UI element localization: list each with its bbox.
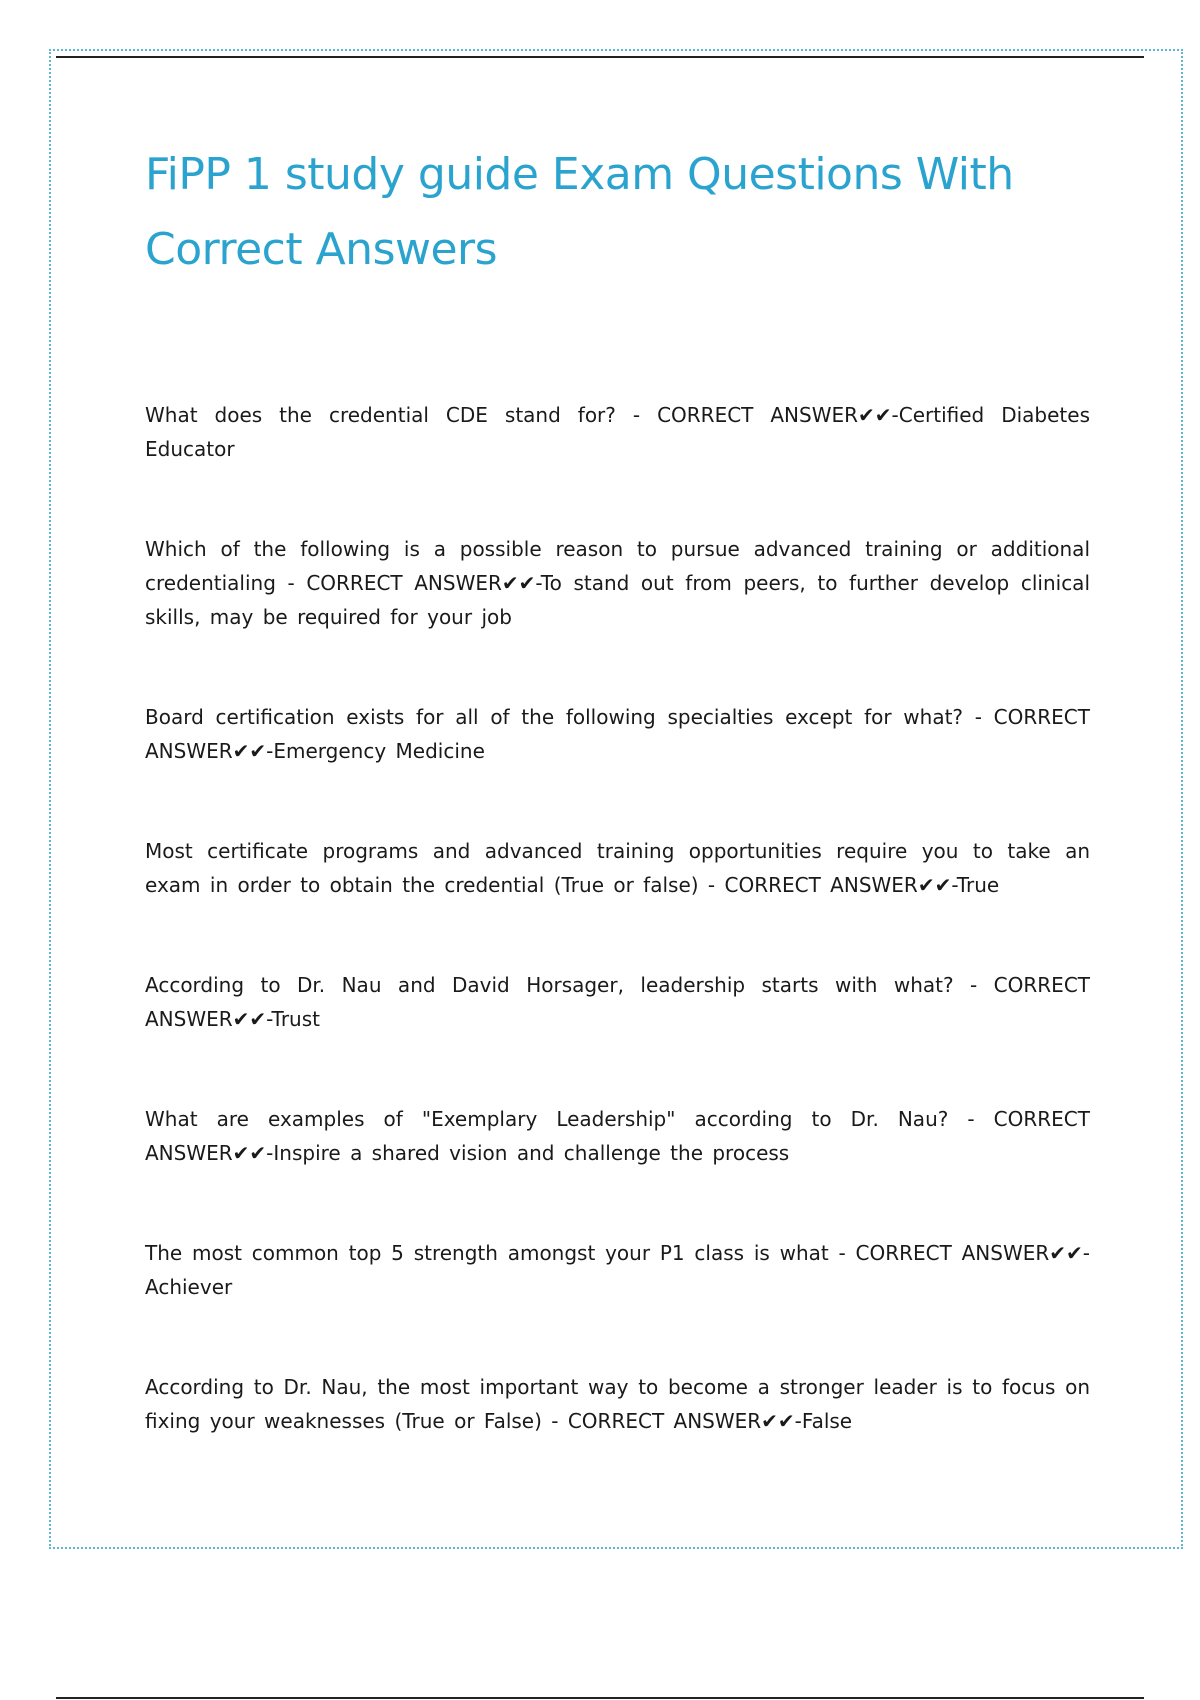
qa-list (145, 398, 1090, 1504)
qa-item-8: According to Dr. Nau, the most important way to become a stronger leader is to focus on fixing your weaknesses (True or False) - CORRECT ANSWER✔✔-False (145, 1375, 1090, 1433)
qa-item-7: The most common top 5 strength amongst your P1 class is what - CORRECT ANSWER✔✔-Achiever (145, 1241, 1090, 1299)
header-rule (56, 56, 1144, 58)
document-title: FiPP 1 study guide Exam Questions With Correct Answers (145, 149, 1014, 275)
qa-item-1: What does the credential CDE stand for? - CORRECT ANSWER✔✔-Certified Diabetes Educator (145, 403, 1090, 461)
qa-item-3: Board certification exists for all of the following specialties except for what? - CORRECT ANSWER✔✔-Emergency Medicine (145, 705, 1090, 763)
qa-item-4: Most certificate programs and advanced training opportunities require you to take an exam in order to obtain the credential (True or false) - CORRECT ANSWER✔✔-True (145, 839, 1090, 897)
footer-rule (56, 1697, 1144, 1699)
qa-item-6: What are examples of "Exemplary Leadership" according to Dr. Nau? - CORRECT ANSWER✔✔-Inspire a shared vision and challenge the process (145, 1107, 1090, 1165)
qa-item-5: According to Dr. Nau and David Horsager, leadership starts with what? - CORRECT ANSWER✔✔-Trust (145, 973, 1090, 1031)
qa-item-2: Which of the following is a possible reason to pursue advanced training or additional credentialing - CORRECT ANSWER✔✔-To stand out from peers, to further develop clinical skills, may be required for your job (145, 537, 1090, 629)
